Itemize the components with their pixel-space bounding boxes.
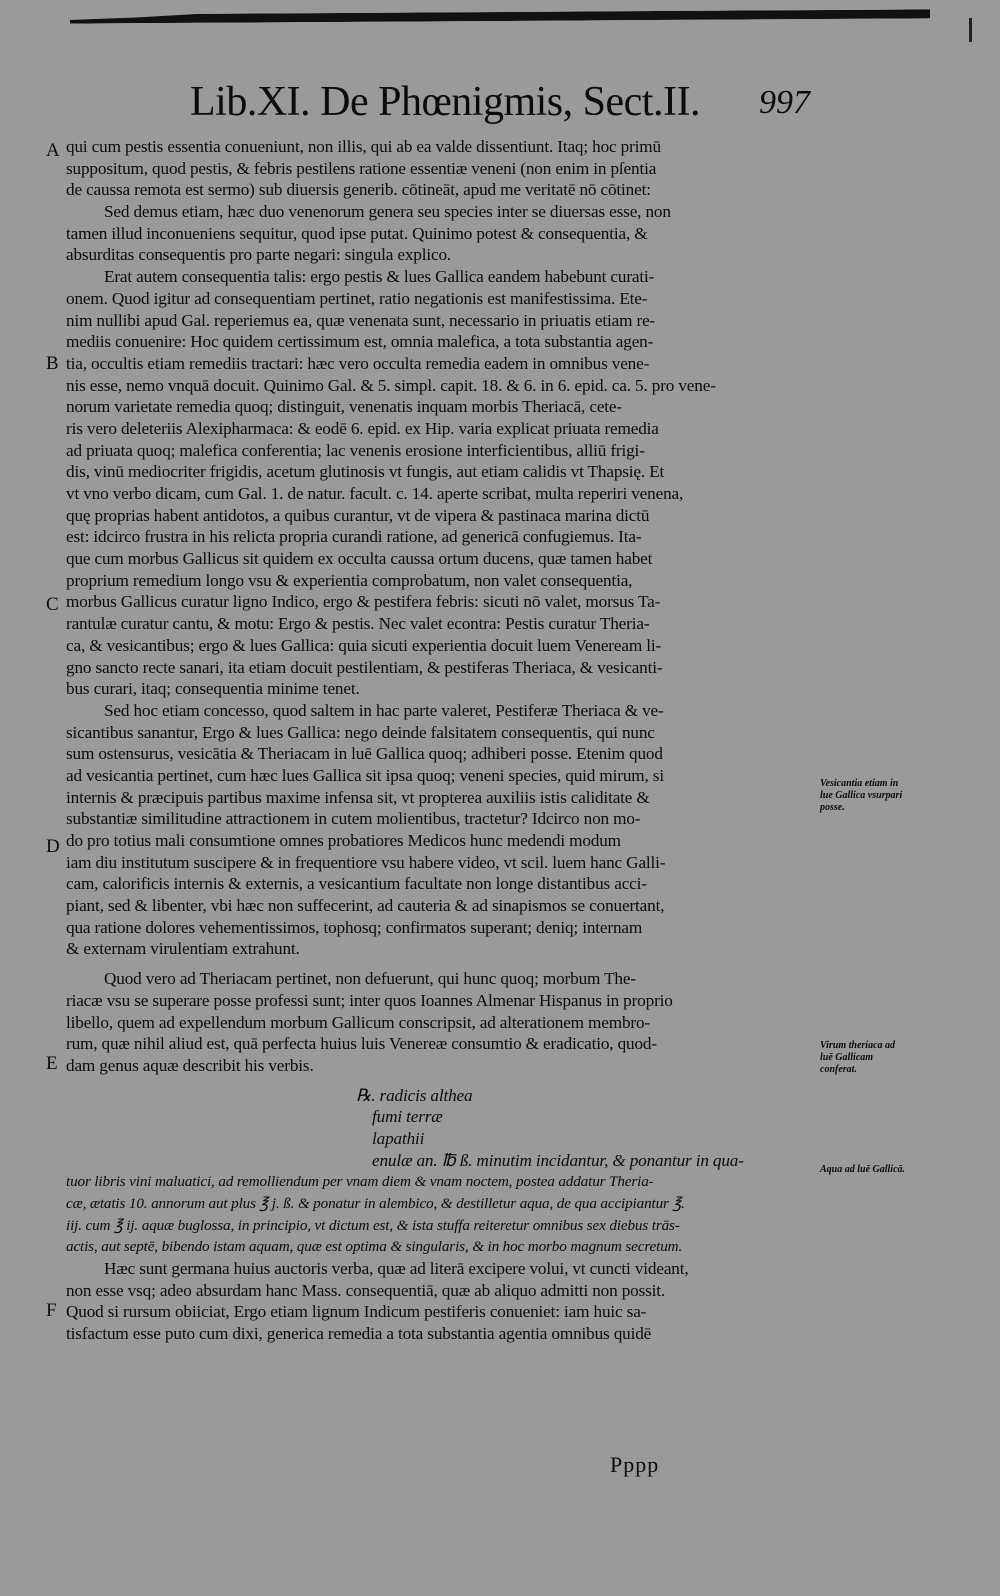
text-line: ris vero deleteriis Alexipharmaca: & eodē 6. epid. ex Hip. varia explicat priuata remedia [66,418,659,438]
recipe-line: tuor libris vini maluatici, ad remolliendum per vnam diem & vnam noctem, postea addatur Theria- [66,1173,654,1191]
text-line: substantiæ similitudine attractionem in cutem molientibus, tractetur? Idcirco non mo- [66,809,641,829]
text-line: tamen illud inconueniens sequitur, quod ipse putat. Quinimo potest & consequentia, & [66,223,648,243]
text-line: mediis conuenire: Hoc quidem certissimum est, omnia malefica, a tota substantia agen- [66,332,654,352]
text-line: rum, quæ nihil aliud est, quā perfecta huius luis Venereæ consumtio & eradicatio, quod- [66,1034,657,1054]
text-line: piant, sed & libenter, vbi hæc non suffecerint, ad cauteria & ad sinapismos se conuertant, [66,896,665,916]
page-number: 997 [759,84,810,121]
text-line: riacæ vsu se superare posse professi sunt; inter quos Ioannes Almenar Hispanus in proprio [66,990,673,1010]
text-line: non esse vsq; adeo absurdam hanc Mass. consequentiā, quæ ab aliquo admitti non possit. [66,1280,666,1300]
text-line: est: idcirco frustra in his relicta propria curandi ratione, ad genericā confugiemus. Ita- [66,527,642,547]
margin-letter-d: D [46,836,60,857]
margin-note-vesicantia: Vesicantia etiam in lue Gallica vsurpari posse. [820,778,903,813]
text-line: ad vesicantia pertinet, cum hæc lues Gallica sit ipsa quoq; veneni species, quid mirum, si [66,765,664,785]
text-line: Erat autem consequentia talis: ergo pestis & lues Gallica eandem habebunt curati- [104,267,655,287]
text-line: absurditas consequentis pro parte negari: singula explico. [66,245,452,265]
signature-mark: Pppp [610,1452,660,1477]
text-line: proprium remedium longo vsu & experientia comprobatum, non valet consequentia, [66,570,633,590]
text-line: sum ostensurus, vesicātia & Theriacam in luē Gallica quoq; adhiberi posse. Etenim quod [66,744,663,764]
margin-note-aqua: Aqua ad luē Gallicā. [820,1164,906,1175]
text-line: qui cum pestis essentia conueniunt, non illis, qui ab ea valde dissentiunt. Itaq; hoc primū [66,137,661,156]
text-line: qua ratione dolores vehementissimos, tophosq; confirmatos superant; deniq; internam [66,917,643,937]
margin-letter-e: E [46,1053,58,1074]
top-rule [70,0,940,24]
text-line: Sed hoc etiam concesso, quod saltem in hac parte valeret, Pestiferæ Theriaca & ve- [104,700,664,720]
text-line: tisfactum esse puto cum dixi, generica remedia a tota substantia agentia omnibus quidē [66,1324,652,1344]
text-body [66,136,838,1345]
text-line: bus curari, itaq; consequentia minime tenet. [66,679,360,699]
margin-letter-f: F [46,1300,57,1321]
text-line: nim nullibi apud Gal. reperiemus ea, quæ venenata sunt, necessario in priuatis etiam re- [66,310,656,330]
text-line: onem. Quod igitur ad consequentiam pertinet, ratio negationis est manifestissima. Ete- [66,288,648,308]
text-line: vt vno verbo dicam, cum Gal. 1. de natur. facult. c. 14. aperte scribat, multa reperiri venena, [66,484,684,503]
text-line: Sed demus etiam, hæc duo venenorum genera seu species inter se diuersas esse, non [104,202,671,222]
text-line: norum varietate remedia quoq; distinguit, venenatis inquam morbis Theriacā, cete- [66,397,622,417]
text-line: do pro totius mali consumtione omnes probatiores Medicos hunc medendi modum [66,831,621,850]
recipe-line: actis, aut septē, bibendo istam aquam, quæ est optima & singularis, & in hoc morbo magnum secretum. [66,1238,683,1256]
text-line: Quod vero ad Theriacam pertinet, non defuerunt, qui hunc quoq; morbum The- [104,969,636,989]
margin-note-theriaca: Virum theriaca ad luē Gallicam conferat. [820,1040,896,1075]
text-line: dis, vinū mediocriter frigidis, acetum glutinosis vt fungis, aut etiam calidis vt Thapsię. Et [66,462,665,482]
text-line: gno sancto recte sanari, ita etiam docuit pestilentiam, & pestiferas Theriaca, & vesicanti- [66,657,663,677]
text-line: rantulæ curatur cantu, & motu: Ergo & pestis. Nec valet econtra: Pestis curatur Theria- [66,614,650,634]
running-title: Lib.XI. De Phœnigmis, Sect.II. [190,79,700,125]
recipe-line: ℞. radicis althea [356,1085,473,1105]
text-line: & externam virulentiam extrahunt. [66,939,300,959]
recipe-line: cæ, ætatis 10. annorum aut plus ℥ j. ß. & ponatur in alembico, & destilletur aqua, de qua accipiantur ℥. [66,1195,685,1212]
margin-letter-b: B [46,353,59,374]
text-line: internis & præcipuis partibus maxime infensa sit, vt propterea auxiliis istis caliditate & [66,787,650,807]
text-line: tia, occultis etiam remediis tractari: hæc vero occulta remedia eadem in omnibus vene- [66,353,650,373]
text-line: que cum morbus Gallicus sit quidem ex occulta caussa ortum ducens, quæ tamen habet [66,549,653,569]
text-line: de caussa remota est sermo) sub diuersis generib. cōtineāt, apud me veritatē nō cōtinet: [66,180,651,200]
text-line: dam genus aquæ describit his verbis. [66,1055,314,1075]
recipe-line: lapathii [372,1128,425,1148]
text-line: iam diu institutum suscipere & in frequentiore vsu habere video, vt scil. luem hanc Galli- [66,852,666,872]
recipe-line: iij. cum ℥ ij. aquæ buglossa, in principio, vt dictum est, & ista stuffa reiteretur omnibus sex diebus trās- [66,1216,680,1234]
text-line: Quod si rursum obiiciat, Ergo etiam lignum Indicum pestiferis conueniet: iam huic sa- [66,1302,647,1322]
margin-letter-a: A [46,140,60,161]
running-header [190,78,810,130]
text-line: sicantibus sanantur, Ergo & lues Gallica: nego deinde falsitatem consequentis, qui nunc [66,722,655,742]
text-line: ad priuata quoq; malefica conferentia; lac venenis erosione interficientibus, alliū frigi- [66,440,645,460]
recipe-line: fumi terræ [372,1107,443,1127]
text-line: quę proprias habent antidotos, a quibus curantur, vt de vipera & pastinaca marina dictū [66,505,650,525]
text-line: cam, calorificis internis & externis, a vesicantium facultate non longe distantibus acci- [66,874,647,894]
text-line: libello, quem ad expellendum morbum Gallicum conscripsit, ad alterationem membro- [66,1012,650,1032]
text-line: morbus Gallicus curatur ligno Indico, ergo & pestifera febris: sicuti nō valet, morsus Ta- [66,592,661,612]
margin-letter-c: C [46,594,59,615]
edge-mark [969,18,972,42]
text-line: nis esse, nemo vnquā docuit. Quinimo Gal. & 5. simpl. capit. 18. & 6. in 6. epid. ca. 5. pro vene- [66,375,716,395]
text-line: suppositum, quod pestis, & febris pestilens ratione essentiæ veneni (non enim in pſentia [66,158,657,178]
recipe-line: enulæ an. ℔ ß. minutim incidantur, & ponantur in qua- [372,1150,744,1170]
text-line: ca, & vesicantibus; ergo & lues Gallica: quia sicuti experientia docuit luem Veneream li- [66,635,662,655]
text-line: Hæc sunt germana huius auctoris verba, quæ ad literā excipere volui, vt cuncti videant, [104,1259,689,1279]
